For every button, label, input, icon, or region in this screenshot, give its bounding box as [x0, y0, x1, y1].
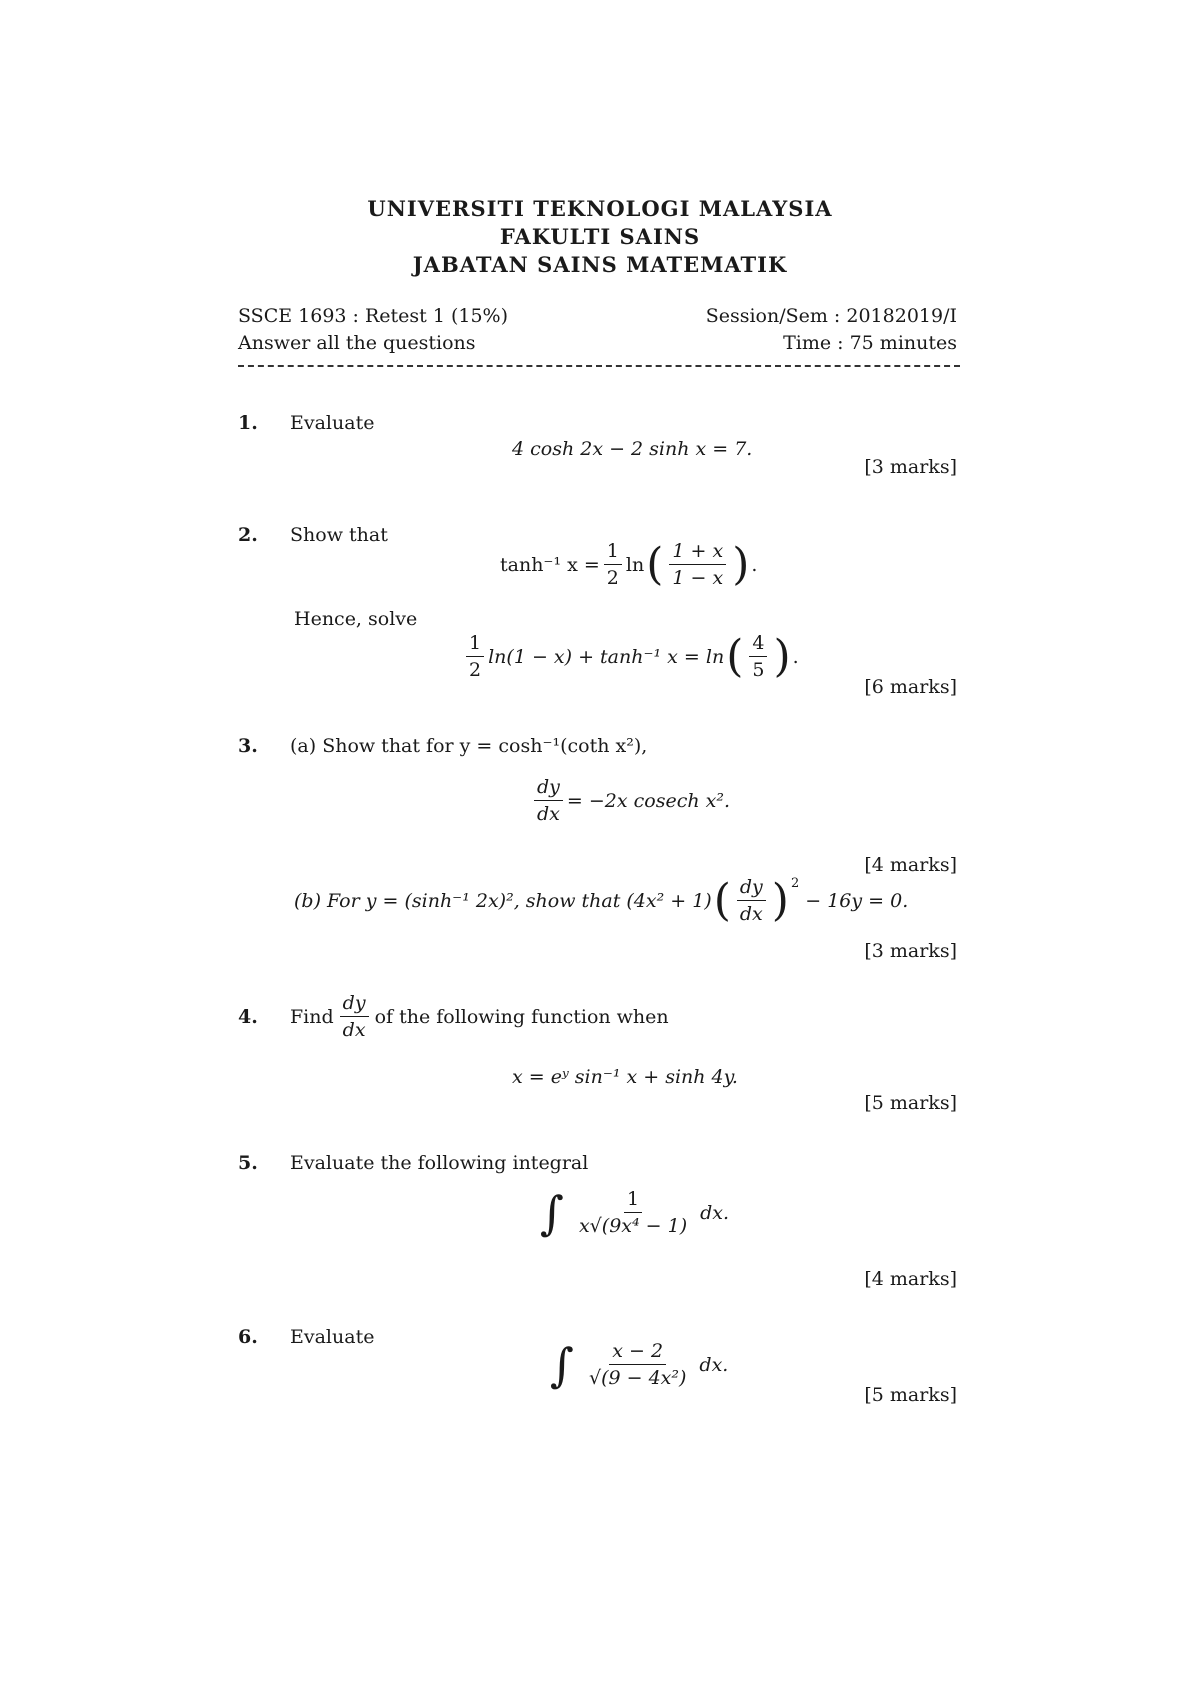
time-limit: Time : 75 minutes — [783, 332, 957, 354]
right-paren-2: ) — [773, 630, 791, 682]
integrand-fraction — [576, 1188, 690, 1237]
identity-end: . — [751, 553, 758, 576]
question-4-equation: x = eʸ sin⁻¹ x + sinh 4y. — [512, 1066, 738, 1088]
question-3b-equation — [294, 876, 908, 925]
dy-numerator: dy — [534, 776, 563, 801]
question-3a-text: (a) Show that for y = cosh⁻¹(coth x²), — [290, 735, 648, 757]
integral-sign-icon-2: ∫ — [550, 1337, 574, 1392]
identity-lhs: tanh⁻¹ x = — [500, 553, 600, 576]
question-2-text: Show that — [290, 524, 388, 546]
question-2-hence: Hence, solve — [294, 608, 418, 630]
question-6-integral — [550, 1337, 729, 1392]
question-5-integral — [540, 1185, 730, 1240]
question-1-equation: 4 cosh 2x − 2 sinh x = 7. — [512, 438, 753, 460]
department-name: JABATAN SAINS MATEMATIK — [412, 252, 788, 277]
integral-sign-icon: ∫ — [540, 1185, 564, 1240]
question-3-number: 3. — [238, 735, 258, 757]
log-fraction — [669, 540, 726, 589]
question-2-number: 2. — [238, 524, 258, 546]
question-2-solve-equation — [462, 632, 799, 681]
question-2-marks: [6 marks] — [864, 676, 957, 698]
ln-label: ln — [625, 553, 645, 576]
question-3b-marks: [3 marks] — [864, 940, 957, 962]
question-3b-text: (b) For y = (sinh⁻¹ 2x)², show that (4x² + 1) — [294, 889, 712, 912]
question-4-marks: [5 marks] — [864, 1092, 957, 1114]
integrand-numerator-2: x − 2 — [609, 1340, 666, 1365]
faculty-name: FAKULTI SAINS — [499, 224, 701, 249]
left-paren-2: ( — [726, 630, 744, 682]
question-5-text: Evaluate the following integral — [290, 1152, 589, 1174]
dy-numerator-3: dy — [340, 992, 369, 1017]
question-4-line — [238, 992, 669, 1041]
dx-denominator-2: dx — [739, 903, 763, 925]
solve-equation-end: . — [792, 645, 799, 668]
question-1-text: Evaluate — [290, 412, 375, 434]
log-denominator: 1 − x — [672, 567, 724, 589]
dy-dx-fraction-2 — [737, 876, 766, 925]
dx-denominator: dx — [537, 803, 560, 825]
integrand-fraction-2 — [586, 1340, 689, 1389]
question-3a-rhs: = −2x cosech x². — [566, 789, 730, 812]
question-3a-marks: [4 marks] — [864, 854, 957, 876]
half-denominator-2: 2 — [469, 659, 482, 681]
divider-line — [238, 365, 960, 367]
question-4-text-before: Find — [290, 1005, 334, 1028]
square-exponent: 2 — [790, 876, 800, 891]
left-paren-3: ( — [713, 874, 731, 926]
question-3a-equation — [530, 776, 730, 825]
half-fraction-2 — [466, 632, 484, 681]
university-name: UNIVERSITI TEKNOLOGI MALAYSIA — [367, 196, 833, 221]
question-4-text-after: of the following function when — [374, 1005, 669, 1028]
question-6-marks: [5 marks] — [864, 1384, 957, 1406]
right-paren-3: ) — [771, 874, 789, 926]
half-denominator: 2 — [606, 567, 619, 589]
integral-differential: dx. — [700, 1201, 730, 1224]
question-5-marks: [4 marks] — [864, 1268, 957, 1290]
question-4-number: 4. — [238, 1005, 258, 1028]
session-info: Session/Sem : 20182019/I — [705, 305, 957, 327]
four-fifths-denominator: 5 — [752, 659, 765, 681]
half-numerator-2: 1 — [466, 632, 484, 657]
half-numerator: 1 — [604, 540, 622, 565]
integrand-denominator-2: √(9 − 4x²) — [588, 1367, 687, 1389]
integrand-numerator: 1 — [624, 1188, 642, 1213]
question-6-text: Evaluate — [290, 1326, 375, 1348]
instruction: Answer all the questions — [238, 332, 476, 354]
question-1-number: 1. — [238, 412, 258, 434]
left-paren: ( — [646, 538, 664, 590]
four-fifths-fraction — [749, 632, 767, 681]
question-5-number: 5. — [238, 1152, 258, 1174]
four-fifths-numerator: 4 — [749, 632, 767, 657]
question-1-marks: [3 marks] — [864, 456, 957, 478]
dy-dx-fraction-3 — [340, 992, 369, 1041]
question-2-identity — [500, 540, 757, 589]
solve-equation-middle: ln(1 − x) + tanh⁻¹ x = ln — [488, 645, 725, 668]
question-3b-rhs: − 16y = 0. — [805, 889, 909, 912]
dy-numerator-2: dy — [737, 876, 766, 901]
log-numerator: 1 + x — [669, 540, 726, 565]
integral-differential-2: dx. — [699, 1353, 729, 1376]
dy-dx-fraction — [534, 776, 563, 825]
right-paren: ) — [732, 538, 750, 590]
dx-denominator-3: dx — [342, 1019, 366, 1041]
integrand-denominator: x√(9x⁴ − 1) — [578, 1215, 688, 1237]
question-6-number: 6. — [238, 1326, 258, 1348]
course-code: SSCE 1693 : Retest 1 (15%) — [238, 305, 509, 327]
half-fraction — [604, 540, 622, 589]
